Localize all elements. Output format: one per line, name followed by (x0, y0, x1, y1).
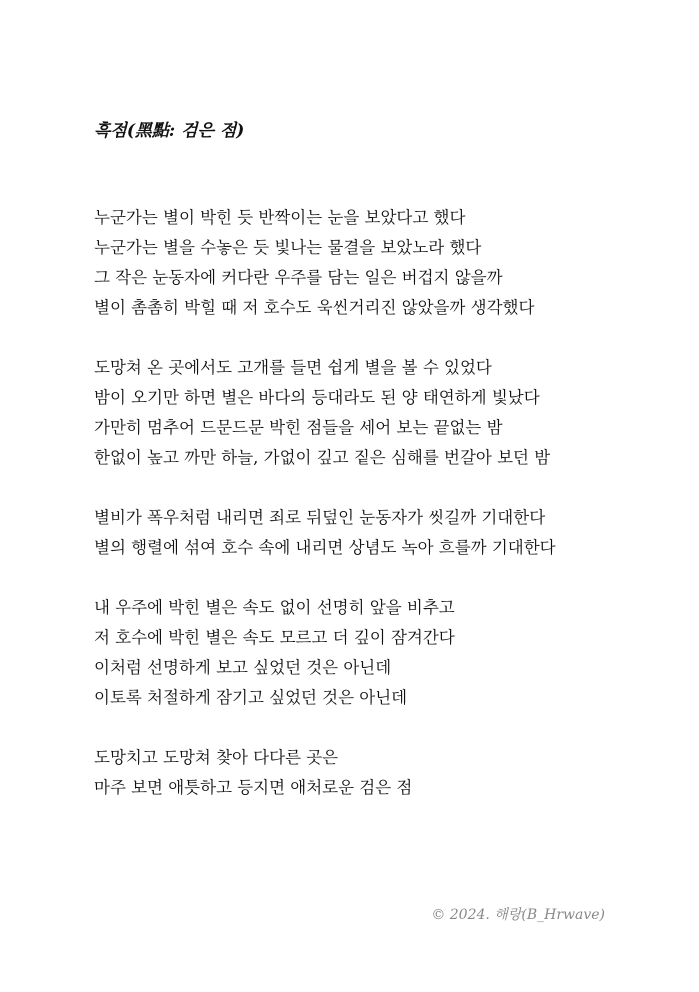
poem-line: 누군가는 별이 박힌 듯 반짝이는 눈을 보았다고 했다 (94, 208, 466, 227)
poem-line: 이처럼 선명하게 보고 싶었던 것은 아닌데 (94, 658, 392, 677)
poem-line: 도망치고 도망쳐 찾아 다다른 곳은 (94, 748, 339, 767)
poem-line: 내 우주에 박힌 별은 속도 없이 선명히 앞을 비추고 (94, 598, 455, 617)
poem-line: 이토록 처절하게 잠기고 싶었던 것은 아닌데 (94, 688, 408, 707)
stanza-4 (94, 593, 654, 713)
poem-line: 한없이 높고 까만 하늘, 가없이 깊고 짙은 심해를 번갈아 보던 밤 (94, 448, 551, 467)
poem-line: 별이 촘촘히 박힐 때 저 호수도 욱씬거리진 않았을까 생각했다 (94, 298, 535, 317)
poem-line: 그 작은 눈동자에 커다란 우주를 담는 일은 버겁지 않을까 (94, 268, 503, 287)
poem-line: 도망쳐 온 곳에서도 고개를 들면 쉽게 별을 볼 수 있었다 (94, 358, 492, 377)
poem-line: 별비가 폭우처럼 내리면 죄로 뒤덮인 눈동자가 씻길까 기대한다 (94, 508, 546, 527)
poem-line: 마주 보면 애틋하고 등지면 애처로운 검은 점 (94, 778, 413, 797)
stanza-2 (94, 353, 654, 473)
poem-line: 별의 행렬에 섞여 호수 속에 내리면 상념도 녹아 흐를까 기대한다 (94, 538, 556, 557)
stanza-1 (94, 203, 654, 323)
stanza-3 (94, 503, 654, 563)
copyright-notice: © 2024. 해랑(B_Hrwave) (431, 907, 605, 923)
poem-line: 저 호수에 박힌 별은 속도 모르고 더 깊이 잠겨간다 (94, 628, 455, 647)
poem-line: 누군가는 별을 수놓은 듯 빛나는 물결을 보았노라 했다 (94, 238, 482, 257)
poem-title: 흑점(黑點: 검은 점) (94, 121, 245, 141)
stanza-5 (94, 743, 654, 803)
poem-line: 밤이 오기만 하면 별은 바다의 등대라도 된 양 태연하게 빛났다 (94, 388, 540, 407)
poem-line: 가만히 멈추어 드문드문 박힌 점들을 세어 보는 끝없는 밤 (94, 418, 503, 437)
poem-body (94, 203, 654, 833)
